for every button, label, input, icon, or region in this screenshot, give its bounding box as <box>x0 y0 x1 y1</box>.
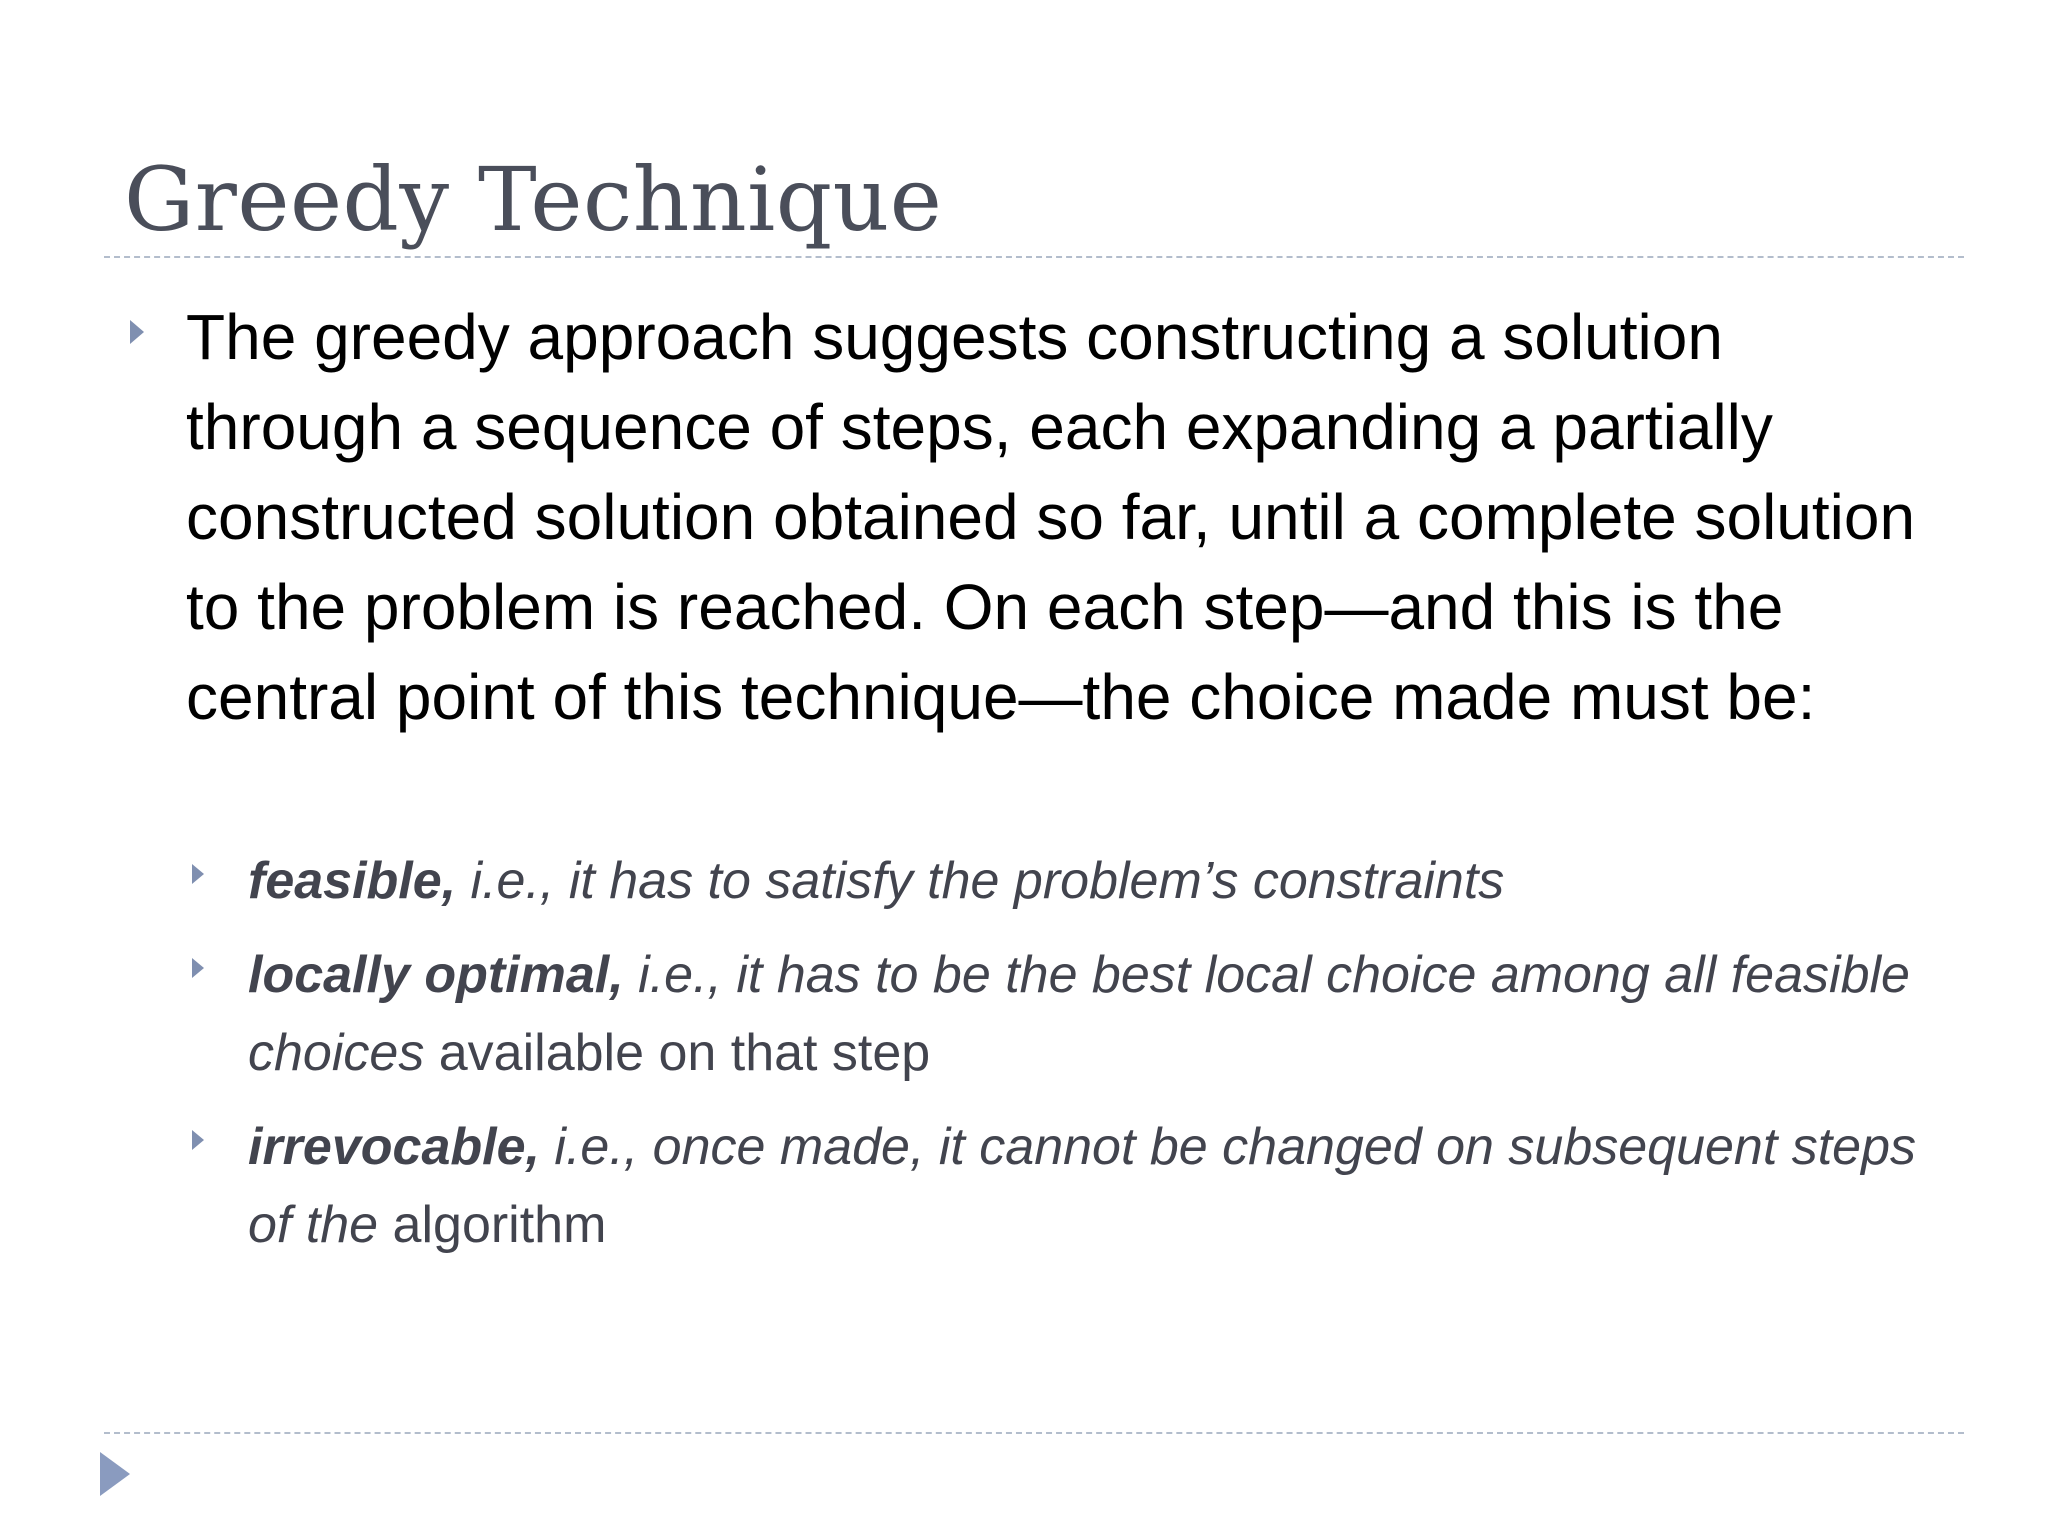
sub-bullet-italic-text: i.e., once made, it cannot be changed on subsequent steps of the <box>248 1118 1917 1254</box>
main-bullet-text: The greedy approach suggests constructing a solution through a sequence of steps, each expanding a partially constructed solution obtained so far, until a complete solution to the problem is reached. On each step—and this is the central point of this technique—the choice made must be: <box>186 301 1916 733</box>
triangle-right-icon <box>192 1130 204 1150</box>
sub-bullet-italic-text: i.e., it has to be the best local choice among all feasible choices <box>248 946 1910 1082</box>
sub-bullet-term: irrevocable, <box>248 1118 540 1176</box>
sub-bullet-plain-text: algorithm <box>378 1196 607 1254</box>
sub-bullet-feasible <box>248 842 1918 920</box>
triangle-right-icon <box>192 958 204 978</box>
next-slide-arrow-icon[interactable] <box>100 1452 130 1496</box>
sub-bullet-locally-optimal <box>248 936 1918 1092</box>
sub-bullet-plain-text: available on that step <box>424 1024 931 1082</box>
footer-divider <box>104 1432 1964 1434</box>
sub-bullet-italic-text: i.e., it has to satisfy the problem’s constraints <box>456 852 1505 910</box>
triangle-right-icon <box>130 320 144 344</box>
sub-bullet-term: feasible, <box>248 852 457 910</box>
sub-bullet-irrevocable <box>248 1108 1918 1264</box>
title-divider <box>104 256 1964 258</box>
triangle-right-icon <box>192 864 204 884</box>
slide-title: Greedy Technique <box>124 148 943 251</box>
sub-bullet-term: locally optimal, <box>248 946 624 1004</box>
